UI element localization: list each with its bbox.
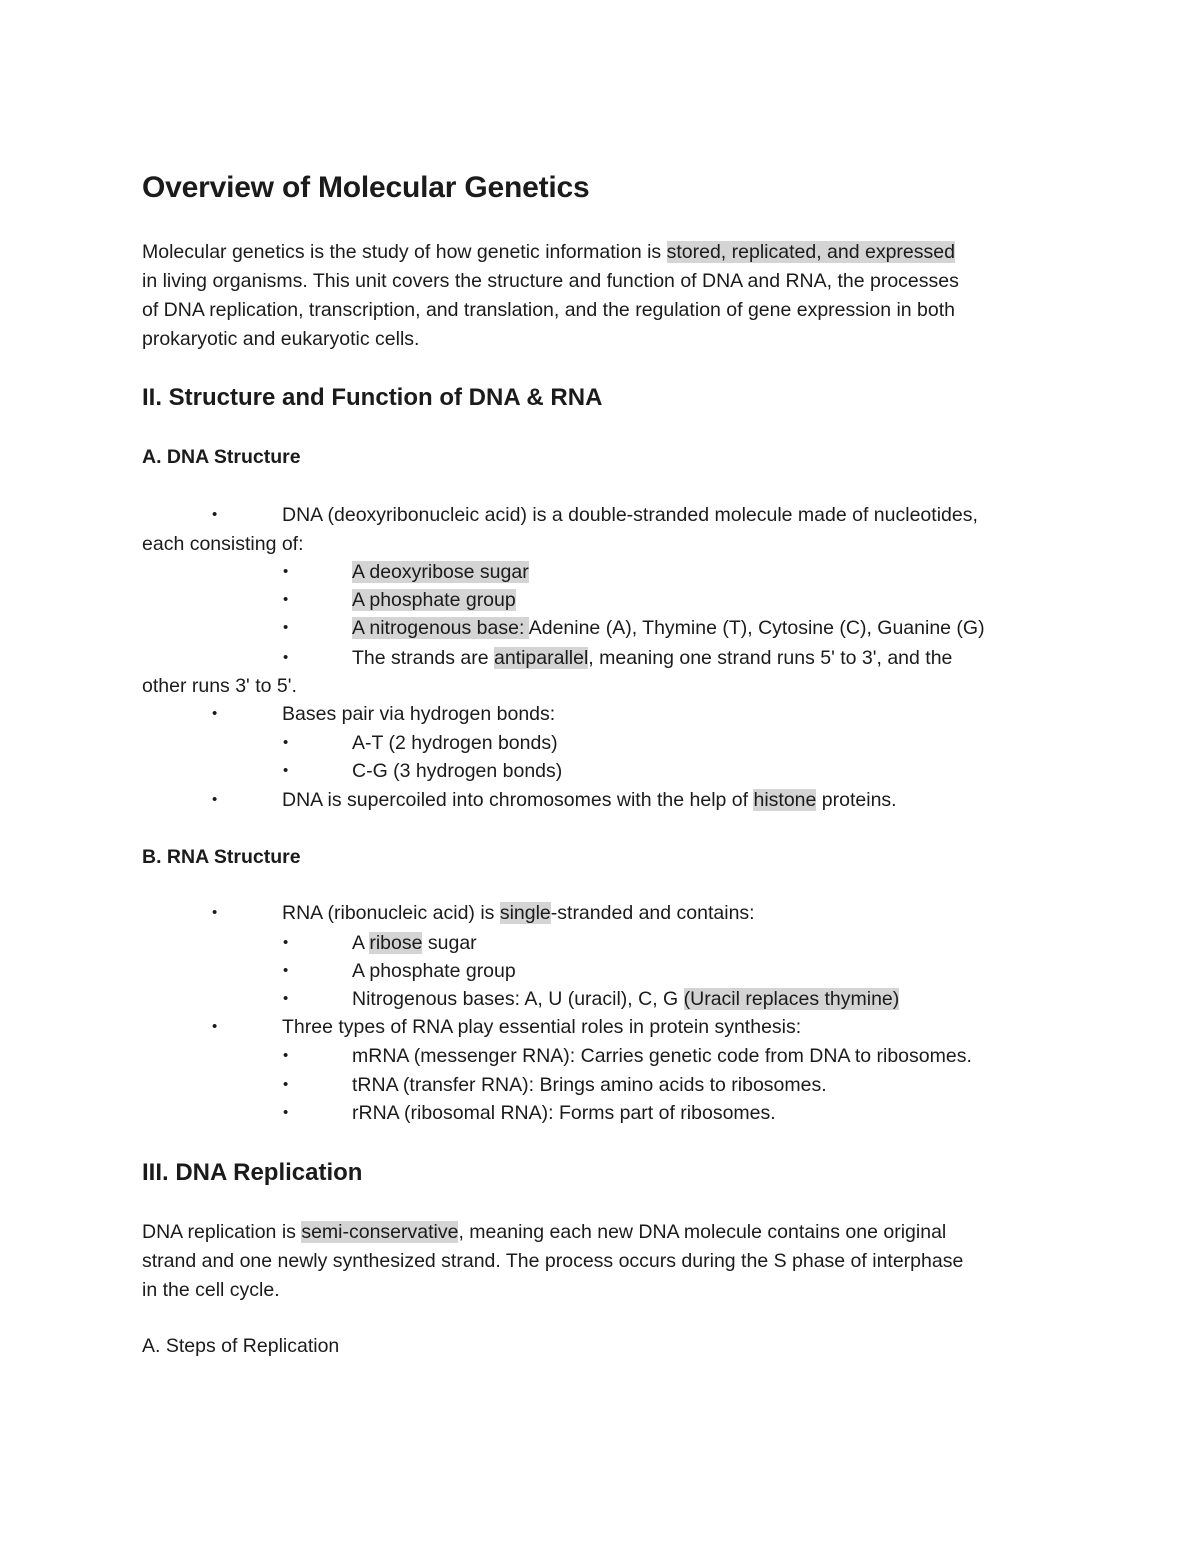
highlight: stored, replicated, and expressed [666,241,955,263]
intro-line-1: Molecular genetics is the study of how genetic information is stored, replicated, and expressed [142,241,955,263]
rna-bullet-1: RNA (ribonucleic acid) is single-stranded and contains: [282,902,755,924]
dna-sub-item-4-line-2: other runs 3' to 5'. [142,675,297,697]
dna-bullet-1-line-2: each consisting of: [142,533,304,555]
bullet-icon: • [283,962,289,979]
highlight: A phosphate group [352,589,516,611]
bullet-icon: • [212,791,218,808]
intro-line-2: in living organisms. This unit covers the structure and function of DNA and RNA, the processes [142,270,959,292]
highlight: A nitrogenous base: [352,617,529,639]
bullet-icon: • [283,1047,289,1064]
rna-type-trna: tRNA (transfer RNA): Brings amino acids to ribosomes. [352,1074,827,1096]
rna-type-rrna: rRNA (ribosomal RNA): Forms part of ribosomes. [352,1102,776,1124]
bullet-icon: • [283,734,289,751]
dna-sub-item-1 [352,560,529,584]
bullet-icon: • [212,904,218,921]
bullet-icon: • [283,990,289,1007]
section-heading-structure-function: II. Structure and Function of DNA & RNA [142,384,603,411]
section-heading-dna-replication: III. DNA Replication [142,1159,363,1186]
highlight: antiparallel [493,647,589,669]
bullet-icon: • [283,934,289,951]
rna-sub-item-1: A ribose sugar [352,932,477,954]
rna-type-mrna: mRNA (messenger RNA): Carries genetic code from DNA to ribosomes. [352,1045,972,1067]
dna-pair-at: A-T (2 hydrogen bonds) [352,732,558,754]
intro-line-3: of DNA replication, transcription, and translation, and the regulation of gene expression in both [142,299,956,321]
bullet-icon: • [283,762,289,779]
highlight: ribose [369,932,423,954]
rna-sub-item-3: Nitrogenous bases: A, U (uracil), C, G (Uracil replaces thymine) [352,988,900,1010]
dna-sub-item-4-line-1: The strands are antiparallel, meaning one strand runs 5' to 3', and the [352,647,953,669]
dna-sub-item-2 [352,588,516,612]
bullet-icon: • [283,591,289,608]
subsection-heading-steps-of-replication: A. Steps of Replication [142,1335,340,1357]
highlight: A deoxyribose sugar [352,561,529,583]
subsection-heading-rna-structure: B. RNA Structure [142,846,301,868]
dna-bullet-3: DNA is supercoiled into chromosomes with the help of histone proteins. [282,789,897,811]
highlight: histone [753,789,817,811]
replication-line-2: strand and one newly synthesized strand. The process occurs during the S phase of interphase [142,1250,964,1272]
subsection-heading-dna-structure: A. DNA Structure [142,446,301,468]
rna-sub-item-2: A phosphate group [352,960,516,982]
replication-line-1: DNA replication is semi-conservative, meaning each new DNA molecule contains one original [142,1221,947,1243]
bullet-icon: • [283,649,289,666]
dna-bullet-1-line-1: DNA (deoxyribonucleic acid) is a double-stranded molecule made of nucleotides, [282,504,978,526]
bullet-icon: • [212,506,218,523]
dna-pair-cg: C-G (3 hydrogen bonds) [352,760,563,782]
rna-bullet-2: Three types of RNA play essential roles in protein synthesis: [282,1016,802,1038]
intro-line-4: prokaryotic and eukaryotic cells. [142,328,420,350]
bullet-icon: • [283,1104,289,1121]
bullet-icon: • [212,705,218,722]
bullet-icon: • [212,1018,218,1035]
dna-sub-item-3: A nitrogenous base: Adenine (A), Thymine (T), Cytosine (C), Guanine (G) [352,617,985,639]
dna-bullet-2: Bases pair via hydrogen bonds: [282,703,556,725]
page-title: Overview of Molecular Genetics [142,171,590,204]
bullet-icon: • [283,619,289,636]
bullet-icon: • [283,563,289,580]
highlight: single [499,902,551,924]
bullet-icon: • [283,1076,289,1093]
highlight: semi-conservative [301,1221,459,1243]
highlight: (Uracil replaces thymine) [683,988,900,1010]
replication-line-3: in the cell cycle. [142,1279,280,1301]
